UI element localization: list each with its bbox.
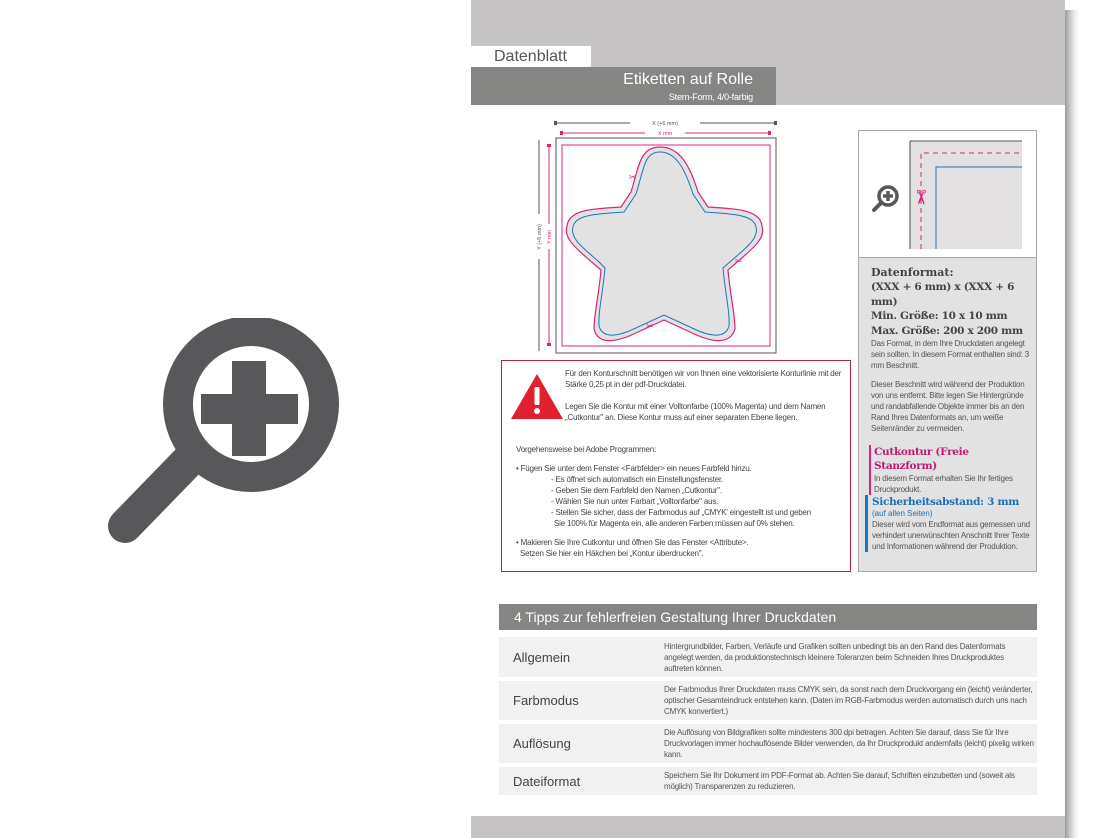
format-description: Das Format, in dem Ihre Druckdaten angelegt sein sollten. In diesem Format enthalten sind: 3 mm Beschnitt. — [871, 339, 1030, 370]
safety-margin-block — [865, 495, 1033, 552]
height-outer-label: Y (+6 mm) — [537, 224, 543, 250]
title-band — [471, 67, 776, 105]
page-title: Etiketten auf Rolle — [623, 71, 753, 88]
bleed-description: Dieser Beschnitt wird während der Produktion von uns entfernt. Bitte legen Sie Hintergründe und randabfallende Objekte immer bis an den Rand Ihres Datenformats an, um weiße Seitenränder zu vermeiden. — [871, 380, 1025, 433]
page-top-band-right — [591, 46, 1065, 67]
page-top-band — [471, 0, 1065, 46]
height-inner-label: Y mm — [547, 229, 553, 245]
width-outer-label: X (+6 mm) — [652, 121, 678, 127]
step-1d: - Stellen Sie sicher, dass der Farbmodus auf „CMYK' eingestellt ist und geben — [551, 508, 812, 517]
tip-label: Allgemein — [513, 649, 571, 665]
steps-title: Vorgehensweise bei Adobe Programmen: — [516, 445, 657, 454]
tip-text: Hintergrundbilder, Farben, Verläufe und Grafiken sollten unbedingt bis an den Rand des Datenformats angelegt werden, da produktionstechnisch kleinere Toleranzen beim Schneiden Ihres Druckproduktes auftreten können. — [664, 641, 1006, 673]
step-1e: Sie 100% für Magenta ein, alle anderen Farben müssen auf 0% stehen. — [554, 519, 795, 528]
scissors-icon: ✂ — [909, 189, 931, 206]
step-1b: - Geben Sie dem Farbfeld den Namen „Cutkontur". — [551, 486, 722, 495]
step-2: • Makieren Sie Ihre Cutkontur und öffnen Sie das Fenster <Attribute>. — [516, 538, 749, 547]
step-1c: - Wählen Sie nun unter Farbart „Volltonfarbe" aus. — [551, 497, 719, 506]
format-info-panel — [858, 130, 1037, 572]
zoom-in-icon[interactable] — [103, 318, 359, 550]
min-size: Min. Größe: 10 x 10 mm — [871, 310, 1008, 322]
tips-header: 4 Tipps zur fehlerfreien Gestaltung Ihrer Druckdaten — [499, 604, 1037, 630]
cutkontur-description: In diesem Format erhalten Sie Ihr fertiges Druckprodukt. — [874, 474, 1013, 494]
svg-text:✂: ✂ — [629, 172, 637, 182]
safety-margin-description: Dieser wird vom Endformat aus gemessen und verhindert unerwünschten Anschnitt Ihrer Texte und Informationen während der Produktion. — [872, 520, 1030, 551]
datenformat-size: (XXX + 6 mm) x (XXX + 6 mm) — [871, 281, 1015, 308]
tip-row-aufloesung — [499, 724, 1037, 763]
cutkontur-block — [869, 445, 1031, 495]
step-1: • Fügen Sie unter dem Fenster <Farbfelder> ein neues Farbfeld hinzu. — [516, 464, 752, 473]
adobe-steps — [516, 444, 846, 559]
tip-text: Speichern Sie Ihr Dokument im PDF-Format ab. Achten Sie darauf, Schriften einzubetten und (soweit als möglich) Transparenzen zu reduzieren. — [664, 771, 1015, 791]
tip-label: Auflösung — [513, 736, 571, 751]
tip-label: Farbmodus — [513, 693, 579, 708]
tip-text: Die Auflösung von Bildgrafiken sollte mindestens 300 dpi betragen. Achten Sie darauf, dass Sie für Ihre Druckvorlagen immer hochauflösende Bilder verwenden, da Ihr Druckprodukt andernfalls (leicht) pixelig wirken kann. — [664, 728, 1034, 759]
page-bottom-band — [471, 816, 1065, 838]
star-shape-diagram — [530, 114, 790, 356]
svg-text:✂: ✂ — [646, 321, 654, 331]
corner-preview — [859, 131, 1036, 258]
max-size: Max. Größe: 200 x 200 mm — [871, 324, 1023, 337]
step-1a: - Es öffnet sich automatisch ein Einstellungsfenster. — [551, 475, 724, 484]
width-inner-label: X mm — [657, 131, 673, 137]
warning-paragraph-2: Legen Sie die Kontur mit einer Volltonfarbe (100% Magenta) und dem Namen „Cutkontur" an. Diese Kontur muss auf einer separaten Ebene liegen. — [565, 402, 826, 422]
tip-text: Der Farbmodus Ihrer Druckdaten muss CMYK sein, da sonst nach dem Druckvorgang ein (leicht) veränderter, optischer Gesamteindruck entstehen kann. (Daten im RGB-Farbmodus werden automatisch durch uns nach CMYK konvertiert.) — [664, 685, 1033, 716]
datasheet-tab-label: Datenblatt — [471, 46, 591, 67]
step-2a: Setzen Sie hier ein Häkchen bei „Kontur überdrucken". — [520, 549, 704, 558]
tip-row-farbmodus — [499, 681, 1037, 720]
cutcontour-warning-box — [501, 360, 851, 572]
warning-triangle-icon — [510, 373, 564, 421]
cutkontur-title: Cutkontur (Freie Stanzform) — [874, 446, 969, 472]
datenformat-title: Datenformat: — [871, 266, 954, 279]
safety-margin-title: Sicherheitsabstand: 3 mm — [872, 496, 1020, 508]
warning-paragraph-1: Für den Konturschnitt benötigen wir von Ihnen eine vektorisierte Konturlinie mit der Stärke 0,25 pt in der pdf-Druckdatei. — [565, 369, 842, 389]
page-shadow — [1065, 10, 1079, 838]
svg-text:✂: ✂ — [735, 256, 743, 266]
tip-row-dateiformat — [499, 767, 1037, 795]
page-subtitle: Stern-Form, 4/0-farbig — [668, 92, 753, 102]
datasheet-page — [471, 0, 1065, 838]
title-band-filler — [776, 67, 1065, 105]
zoom-in-icon[interactable] — [874, 187, 897, 210]
tip-row-allgemein — [499, 637, 1037, 677]
corner-preview-graphic — [859, 131, 1036, 258]
datenformat-section — [871, 265, 1031, 434]
tip-label: Dateiformat — [513, 773, 581, 789]
safety-margin-subtitle: (auf allen Seiten) — [872, 509, 933, 518]
